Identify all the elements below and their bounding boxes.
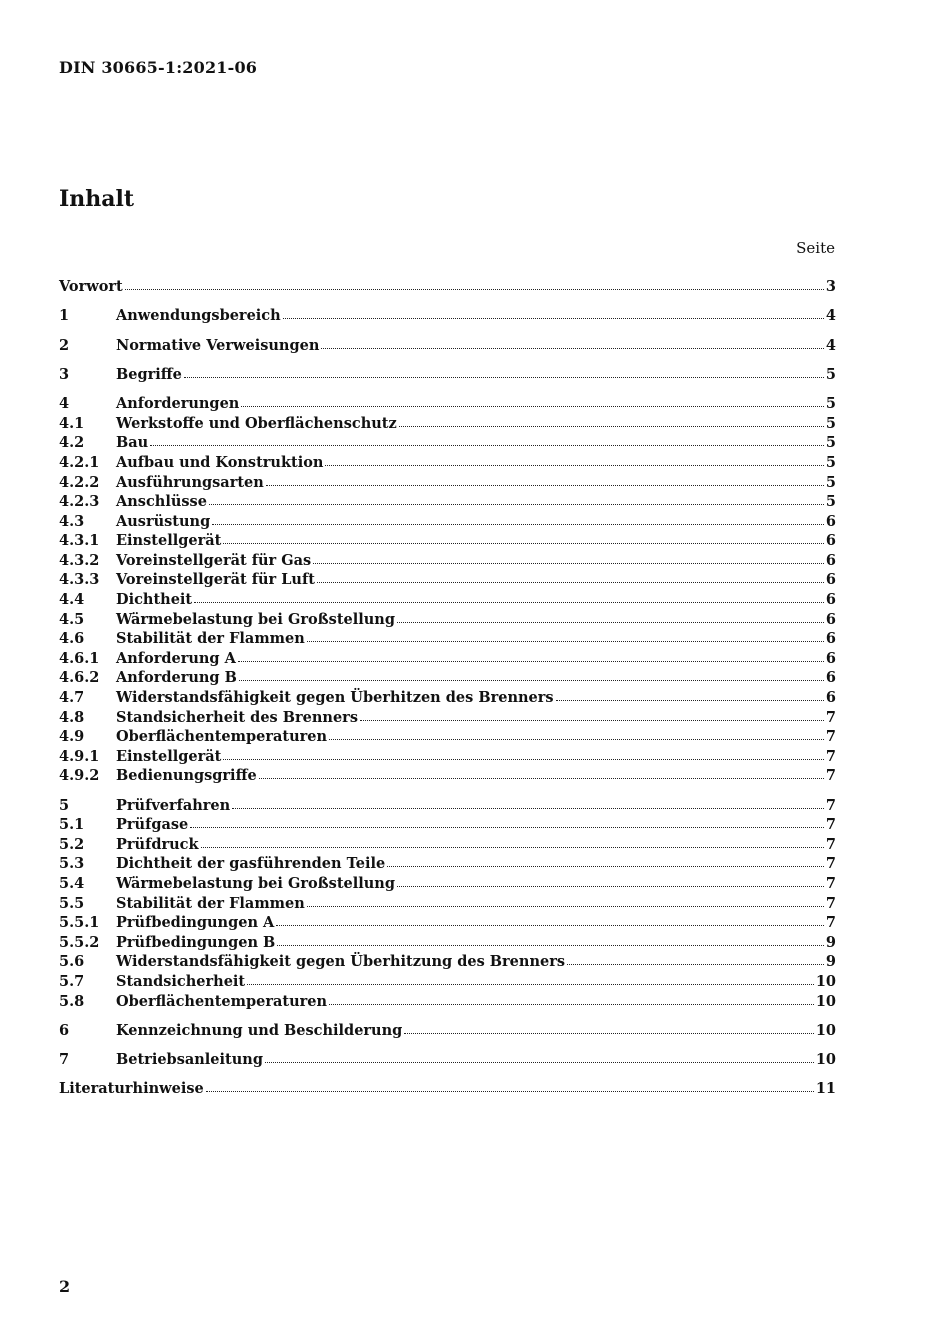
toc-dot-leader: [387, 864, 824, 867]
toc-entry[interactable]: [59, 551, 836, 571]
toc-entry-label: Prüfverfahren: [116, 796, 231, 814]
toc-entry[interactable]: [59, 727, 836, 747]
toc-entry[interactable]: [59, 610, 836, 630]
toc-entry-label: Standsicherheit des Brenners: [116, 708, 358, 726]
toc-entry[interactable]: [59, 414, 836, 434]
toc-entry-number: 4.2.3: [59, 493, 100, 511]
toc-entry-label: Literaturhinweise: [59, 1080, 204, 1098]
toc-entry[interactable]: [59, 747, 836, 767]
toc-entry-label: Prüfbedingungen B: [116, 933, 276, 951]
toc-entry-number: 4.2.1: [59, 453, 100, 471]
toc-entry-number: 4.3.2: [59, 551, 100, 569]
toc-entry[interactable]: [59, 668, 836, 688]
toc-dot-leader: [201, 845, 824, 848]
toc-entry-number: 5.7: [59, 973, 85, 991]
toc-entry[interactable]: [59, 1079, 836, 1099]
table-of-contents: [59, 277, 836, 1099]
toc-entry[interactable]: [59, 894, 836, 914]
toc-entry[interactable]: [59, 453, 836, 473]
toc-dot-leader: [184, 375, 824, 378]
toc-entry-label: Betriebsanleitung: [116, 1051, 263, 1069]
toc-entry-label: Einstellgerät: [116, 747, 222, 765]
toc-entry-number: 4.5: [59, 610, 85, 628]
toc-entry-page: 6: [825, 532, 836, 550]
toc-entry[interactable]: [59, 394, 836, 414]
toc-entry[interactable]: [59, 992, 836, 1012]
toc-entry[interactable]: [59, 952, 836, 972]
toc-dot-leader: [283, 316, 824, 319]
toc-entry-page: 6: [825, 512, 836, 530]
toc-entry-label: Prüfdruck: [116, 835, 199, 853]
toc-dot-leader: [329, 1002, 814, 1005]
toc-entry[interactable]: [59, 1021, 836, 1041]
toc-entry-label: Aufbau und Konstruktion: [116, 453, 324, 471]
toc-entry[interactable]: [59, 277, 836, 297]
toc-entry-label: Werkstoffe und Oberflächenschutz: [116, 414, 397, 432]
toc-entry-label: Einstellgerät: [116, 532, 222, 550]
toc-dot-leader: [397, 620, 824, 623]
toc-entry-page: 10: [815, 1021, 836, 1039]
toc-entry-label: Stabilität der Flammen: [116, 630, 305, 648]
toc-dot-leader: [313, 561, 824, 564]
toc-entry-page: 9: [825, 953, 836, 971]
toc-entry-page: 7: [825, 894, 836, 912]
toc-entry-number: 6: [59, 1021, 70, 1039]
toc-entry-number: 4.1: [59, 414, 85, 432]
toc-entry-page: 5: [825, 453, 836, 471]
toc-entry[interactable]: [59, 1050, 836, 1070]
toc-entry-page: 7: [825, 835, 836, 853]
toc-entry-page: 6: [825, 649, 836, 667]
toc-entry-label: Wärmebelastung bei Großstellung: [116, 610, 395, 628]
toc-entry[interactable]: [59, 933, 836, 953]
toc-dot-leader: [125, 287, 824, 290]
toc-entry-number: 4.6: [59, 630, 85, 648]
toc-entry-number: 5.5.2: [59, 933, 100, 951]
toc-dot-leader: [321, 346, 824, 349]
toc-entry-page: 7: [825, 747, 836, 765]
toc-entry-page: 10: [815, 992, 836, 1010]
toc-entry-page: 7: [825, 767, 836, 785]
toc-entry-number: 5.2: [59, 835, 85, 853]
toc-entry-page: 4: [825, 336, 836, 354]
toc-dot-leader: [399, 424, 824, 427]
toc-entry-page: 7: [825, 796, 836, 814]
toc-entry-page: 6: [825, 669, 836, 687]
toc-entry-number: 4.9.2: [59, 767, 100, 785]
toc-entry-number: 5.4: [59, 875, 85, 893]
toc-entry-label: Vorwort: [59, 278, 123, 295]
toc-entry-label: Kennzeichnung und Beschilderung: [116, 1021, 403, 1039]
toc-entry-label: Widerstandsfähigkeit gegen Überhitzung des Brenners: [116, 953, 566, 971]
page-column-label: Seite: [796, 239, 835, 257]
toc-entry-label: Anschlüsse: [116, 493, 207, 511]
toc-dot-leader: [265, 1060, 814, 1063]
toc-entry-label: Anforderungen: [116, 395, 240, 413]
toc-entry-label: Anwendungsbereich: [116, 307, 281, 325]
toc-entry-page: 7: [825, 855, 836, 873]
toc-entry-page: 6: [825, 571, 836, 589]
toc-entry-page: 7: [825, 708, 836, 726]
toc-entry-page: 6: [825, 689, 836, 707]
toc-entry[interactable]: [59, 972, 836, 992]
toc-entry[interactable]: [59, 649, 836, 669]
toc-entry-label: Normative Verweisungen: [116, 336, 320, 354]
toc-entry-number: 5.1: [59, 816, 85, 834]
toc-entry-number: 5.3: [59, 855, 85, 873]
toc-dot-leader: [232, 806, 824, 809]
toc-entry-label: Standsicherheit: [116, 973, 246, 991]
toc-dot-leader: [209, 502, 824, 505]
toc-entry-number: 4.4: [59, 591, 85, 609]
toc-entry-label: Dichtheit der gasführenden Teile: [116, 855, 386, 873]
toc-entry-number: 4.2: [59, 434, 85, 452]
toc-entry-number: 5.8: [59, 992, 85, 1010]
toc-entry-number: 2: [59, 336, 70, 354]
toc-dot-leader: [238, 659, 824, 662]
toc-entry-label: Voreinstellgerät für Luft: [116, 571, 315, 589]
toc-entry-page: 6: [825, 551, 836, 569]
toc-entry[interactable]: [59, 815, 836, 835]
toc-entry-label: Oberflächentemperaturen: [116, 728, 328, 746]
toc-entry-page: 5: [825, 493, 836, 511]
toc-dot-leader: [397, 884, 824, 887]
toc-entry-number: 4: [59, 395, 70, 413]
toc-entry[interactable]: [59, 835, 836, 855]
toc-dot-leader: [307, 639, 824, 642]
toc-entry-label: Ausrüstung: [116, 512, 211, 530]
toc-entry-number: 4.6.2: [59, 669, 100, 687]
toc-entry[interactable]: [59, 766, 836, 786]
toc-entry-label: Stabilität der Flammen: [116, 894, 305, 912]
toc-entry-number: 4.3.3: [59, 571, 100, 589]
toc-entry[interactable]: [59, 365, 836, 385]
toc-dot-leader: [276, 923, 824, 926]
toc-entry[interactable]: [59, 433, 836, 453]
toc-dot-leader: [206, 1089, 814, 1092]
toc-entry-page: 9: [825, 933, 836, 951]
toc-entry[interactable]: [59, 512, 836, 532]
toc-entry-number: 5.5.1: [59, 914, 100, 932]
toc-dot-leader: [239, 678, 824, 681]
toc-entry-page: 5: [825, 395, 836, 413]
toc-entry-page: 7: [825, 816, 836, 834]
toc-entry-label: Bau: [116, 434, 149, 452]
toc-entry-page: 7: [825, 875, 836, 893]
toc-entry[interactable]: [59, 708, 836, 728]
toc-dot-leader: [360, 718, 824, 721]
toc-entry-number: 5.6: [59, 953, 85, 971]
toc-dot-leader: [325, 463, 823, 466]
page-title: Inhalt: [59, 186, 135, 212]
toc-entry-label: Oberflächentemperaturen: [116, 992, 328, 1010]
toc-entry-label: Dichtheit: [116, 591, 193, 609]
toc-entry-number: 4.9: [59, 728, 85, 746]
toc-entry-label: Begriffe: [116, 365, 182, 383]
toc-entry-label: Anforderung A: [116, 649, 236, 667]
toc-entry-page: 5: [825, 434, 836, 452]
toc-entry[interactable]: [59, 492, 836, 512]
toc-dot-leader: [212, 522, 824, 525]
toc-entry-label: Ausführungsarten: [116, 473, 264, 491]
toc-dot-leader: [223, 541, 824, 544]
toc-entry[interactable]: [59, 570, 836, 590]
toc-entry-page: 5: [825, 473, 836, 491]
toc-entry-number: 1: [59, 307, 70, 325]
toc-entry-number: 5.5: [59, 894, 85, 912]
toc-dot-leader: [277, 943, 824, 946]
toc-dot-leader: [307, 904, 824, 907]
toc-entry[interactable]: [59, 913, 836, 933]
toc-entry-page: 10: [815, 1051, 836, 1069]
toc-dot-leader: [317, 580, 824, 583]
toc-entry[interactable]: [59, 854, 836, 874]
toc-dot-leader: [190, 825, 824, 828]
toc-entry-page: 6: [825, 610, 836, 628]
toc-entry[interactable]: [59, 473, 836, 493]
toc-entry-label: Voreinstellgerät für Gas: [116, 551, 312, 569]
toc-entry-page: 6: [825, 630, 836, 648]
toc-entry[interactable]: [59, 874, 836, 894]
toc-entry-page: 10: [815, 973, 836, 991]
toc-entry[interactable]: [59, 531, 836, 551]
toc-dot-leader: [329, 737, 824, 740]
document-id: DIN 30665-1:2021-06: [59, 58, 258, 77]
toc-dot-leader: [247, 982, 814, 985]
toc-dot-leader: [194, 600, 824, 603]
toc-entry-number: 4.8: [59, 708, 85, 726]
toc-entry-page: 3: [825, 278, 836, 295]
toc-dot-leader: [223, 757, 824, 760]
toc-entry-page: 11: [815, 1080, 836, 1098]
toc-entry-number: 4.6.1: [59, 649, 100, 667]
toc-entry[interactable]: [59, 590, 836, 610]
toc-entry-label: Prüfgase: [116, 816, 189, 834]
toc-entry-page: 7: [825, 914, 836, 932]
toc-entry-number: 4.7: [59, 689, 85, 707]
toc-entry-page: 7: [825, 728, 836, 746]
toc-entry-number: 3: [59, 365, 70, 383]
toc-entry-number: 4.2.2: [59, 473, 100, 491]
page-number: 2: [59, 1277, 71, 1296]
toc-entry-label: Anforderung B: [116, 669, 237, 687]
toc-dot-leader: [556, 698, 824, 701]
toc-entry-number: 7: [59, 1051, 70, 1069]
toc-dot-leader: [567, 962, 824, 965]
toc-dot-leader: [241, 404, 824, 407]
toc-dot-leader: [266, 483, 824, 486]
toc-entry[interactable]: [59, 629, 836, 649]
toc-entry-page: 4: [825, 307, 836, 325]
toc-entry-label: Bedienungsgriffe: [116, 767, 257, 785]
toc-dot-leader: [150, 443, 824, 446]
toc-entry-label: Prüfbedingungen A: [116, 914, 275, 932]
toc-entry-page: 6: [825, 591, 836, 609]
toc-dot-leader: [404, 1031, 814, 1034]
toc-entry-label: Widerstandsfähigkeit gegen Überhitzen des Brenners: [116, 689, 554, 707]
toc-entry-page: 5: [825, 414, 836, 432]
toc-entry-number: 5: [59, 796, 70, 814]
toc-entry-page: 5: [825, 365, 836, 383]
toc-entry[interactable]: [59, 336, 836, 356]
toc-entry-number: 4.3.1: [59, 532, 100, 550]
toc-entry[interactable]: [59, 796, 836, 816]
toc-entry[interactable]: [59, 306, 836, 326]
toc-entry-number: 4.9.1: [59, 747, 100, 765]
toc-entry-number: 4.3: [59, 512, 85, 530]
toc-dot-leader: [259, 776, 824, 779]
toc-entry-label: Wärmebelastung bei Großstellung: [116, 875, 395, 893]
toc-entry[interactable]: [59, 688, 836, 708]
